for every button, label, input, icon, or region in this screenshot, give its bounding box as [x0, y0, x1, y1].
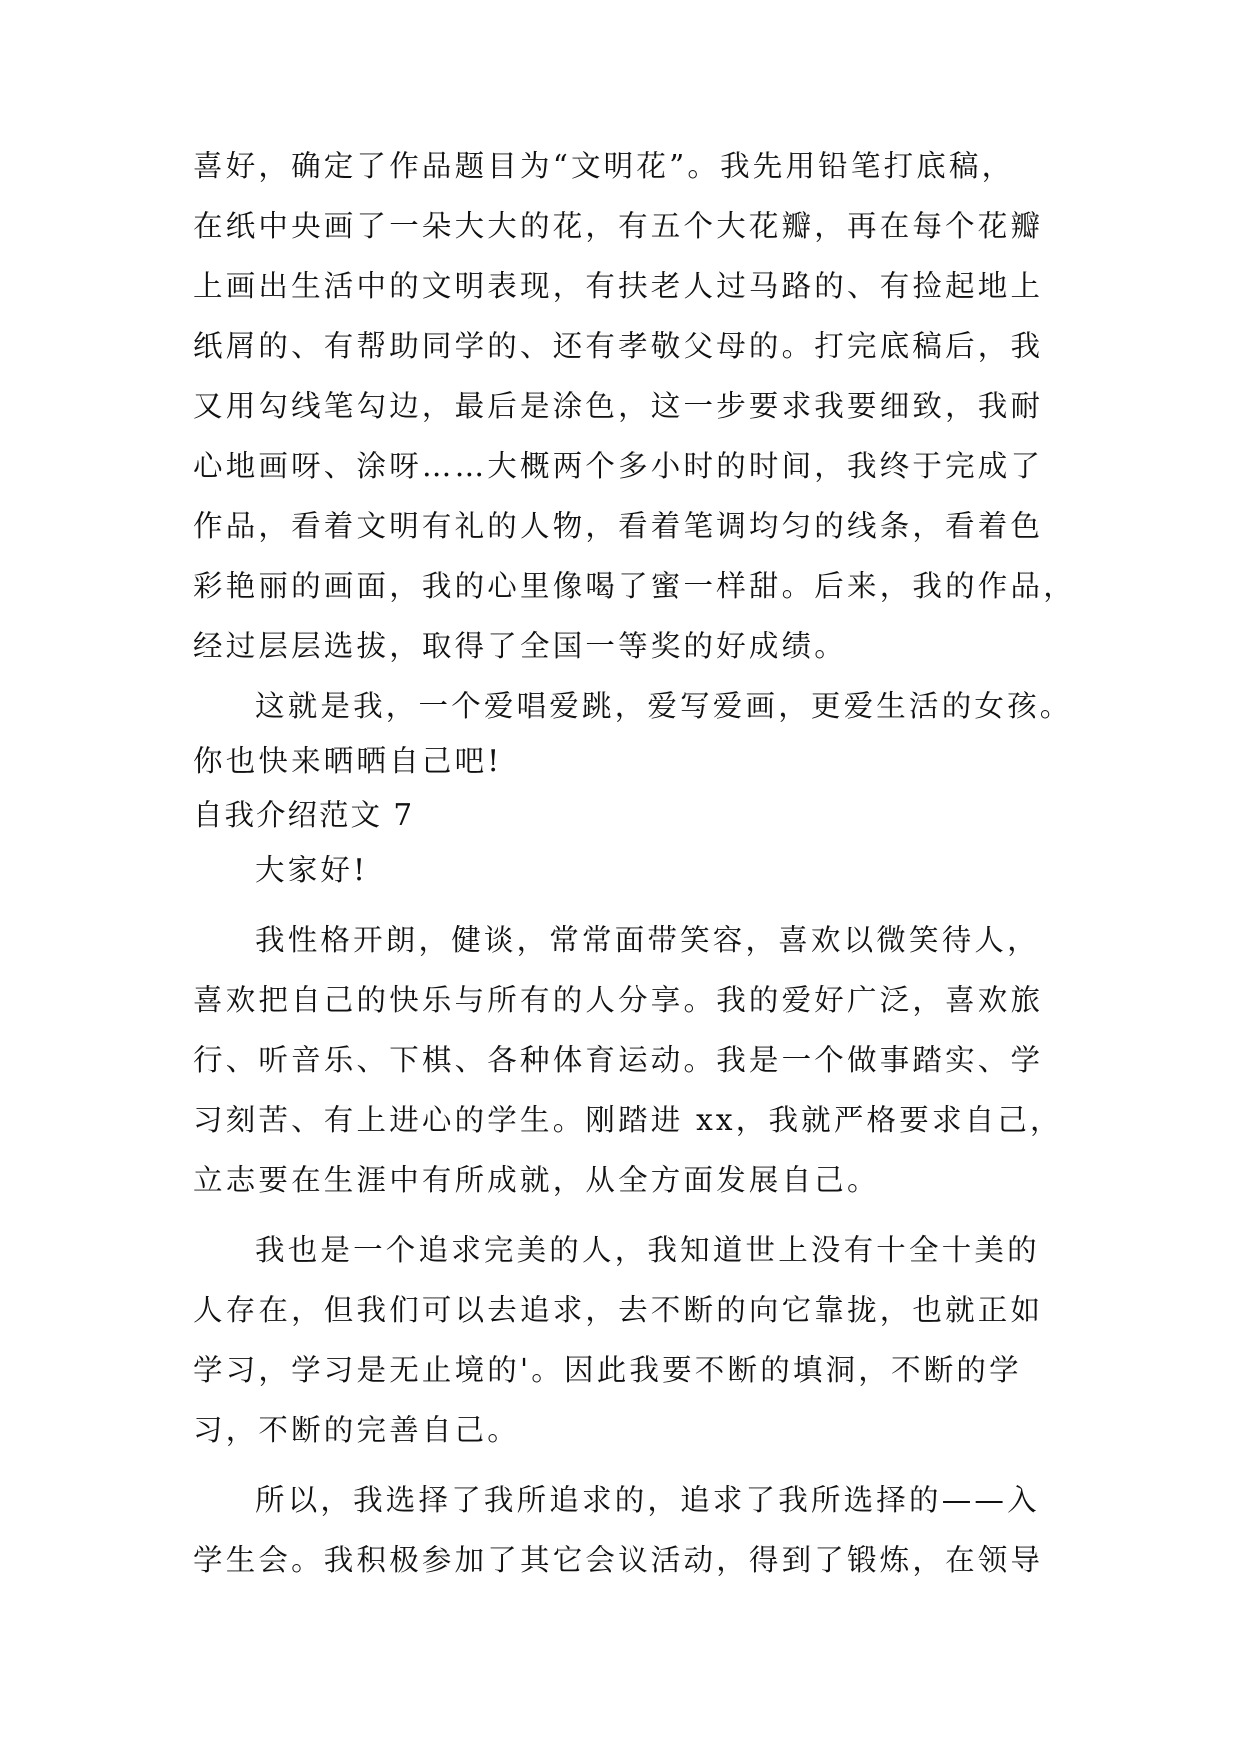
paragraph-line: 习，不断的完善自己。: [193, 1413, 521, 1447]
paragraph-line: 又用勾线笔勾边，最后是涂色，这一步要求我要细致，我耐: [193, 389, 1044, 423]
paragraph-line: 立志要在生涯中有所成就，从全方面发展自己。: [193, 1163, 880, 1197]
paragraph-line: 作品，看着文明有礼的人物，看着笔调均匀的线条，看着色: [193, 509, 1044, 543]
paragraph-line: 经过层层选拔，取得了全国一等奖的好成绩。: [193, 629, 848, 663]
paragraph-line: 行、听音乐、下棋、各种体育运动。我是一个做事踏实、学: [193, 1043, 1044, 1077]
paragraph-line: 这就是我，一个爱唱爱跳，爱写爱画，更爱生活的女孩。: [255, 689, 1073, 723]
paragraph-line: 我性格开朗，健谈，常常面带笑容，喜欢以微笑待人，: [255, 923, 1040, 957]
paragraph-line: 喜好，确定了作品题目为“文明花”。我先用铅笔打底稿，: [193, 149, 1015, 183]
paragraph-line: 上画出生活中的文明表现，有扶老人过马路的、有捡起地上: [193, 269, 1044, 303]
paragraph-line: 在纸中央画了一朵大大的花，有五个大花瓣，再在每个花瓣: [193, 209, 1044, 243]
paragraph-line: 人存在，但我们可以去追求，去不断的向它靠拢，也就正如: [193, 1293, 1044, 1327]
paragraph-line: 我也是一个追求完美的人，我知道世上没有十全十美的: [255, 1233, 1040, 1267]
paragraph-line: 大家好!: [255, 853, 369, 887]
paragraph-line: 心地画呀、涂呀……大概两个多小时的时间，我终于完成了: [193, 449, 1044, 483]
paragraph-line: 学生会。我积极参加了其它会议活动，得到了锻炼，在领导: [193, 1543, 1044, 1577]
paragraph-line: 喜欢把自己的快乐与所有的人分享。我的爱好广泛，喜欢旅: [193, 983, 1044, 1017]
paragraph-line: 彩艳丽的画面，我的心里像喝了蜜一样甜。后来，我的作品，: [193, 569, 1076, 603]
paragraph-line: 习刻苦、有上进心的学生。刚踏进 xx，我就严格要求自己，: [193, 1103, 1063, 1137]
paragraph-line: 你也快来晒晒自己吧!: [193, 744, 503, 778]
paragraph-line: 学习，学习是无止境的'。因此我要不断的填洞，不断的学: [193, 1353, 1022, 1387]
section-heading: 自我介绍范文 7: [193, 798, 415, 832]
paragraph-line: 纸屑的、有帮助同学的、还有孝敬父母的。打完底稿后，我: [193, 329, 1044, 363]
paragraph-line: 所以，我选择了我所追求的，追求了我所选择的——入: [255, 1483, 1040, 1517]
